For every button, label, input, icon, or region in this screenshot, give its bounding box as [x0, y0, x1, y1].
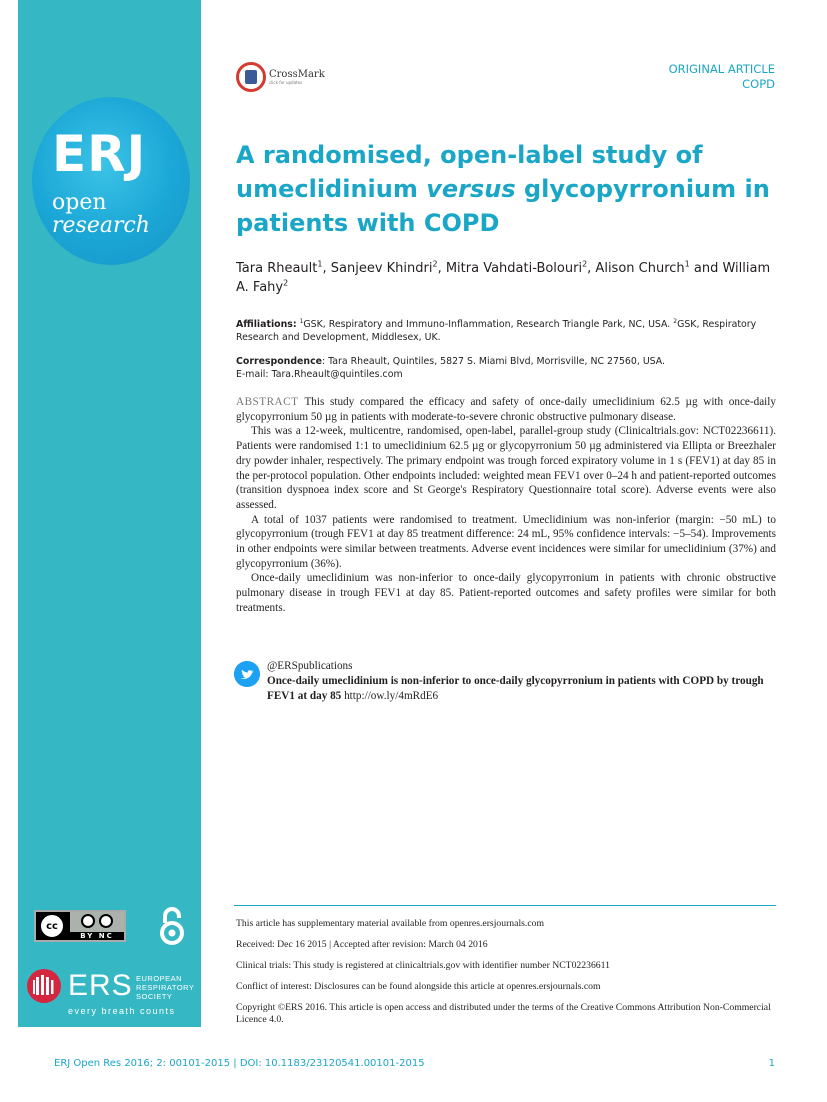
creative-commons-badge[interactable] [34, 910, 126, 942]
crossmark-subtitle: click for updates [269, 79, 303, 85]
abstract [236, 395, 776, 616]
ers-society-name: EUROPEAN RESPIRATORY SOCIETY [136, 974, 195, 1001]
crossmark-badge[interactable] [236, 62, 325, 92]
author-list: Tara Rheault$^1$, Sanjeev Khindri$^2$, Mitra Vahdati-Bolouri$^2$, Alison Church$^1$ and William A. Fahy$^2$ [236, 259, 771, 295]
erj-open-research-logo [32, 97, 190, 265]
article-type-label: ORIGINAL ARTICLE [668, 62, 775, 76]
ers-lungs-icon [26, 968, 62, 1004]
abstract-paragraph: Once-daily umeclidinium was non-inferior to once-daily glycopyrronium in patients with chronic obstructive pulmonary disease in trough FEV1 at day 85. Patient-reported outcomes and safety profiles were similar for both treatments. [236, 572, 776, 614]
cc-license-label: BY NC [70, 932, 124, 940]
correspondence: Correspondence: Tara Rheault, Quintiles, 5827 S. Miami Blvd, Morrisville, NC 27560, USA. E-mail: Tara.Rheault@quintiles.com [236, 355, 781, 381]
ers-tagline: every breath counts [68, 1006, 176, 1016]
citation-footer: ERJ Open Res 2016; 2: 00101-2015 | DOI: 10.1183/23120541.00101-2015 [54, 1058, 425, 1069]
tweet-text: Once-daily umeclidinium is non-inferior to once-daily glycopyrronium in patients with COPD by trough FEV1 at day 85 http://ow.ly/4mRdE6 [267, 675, 764, 702]
supplementary-note: This article has supplementary material available from openres.ersjournals.com [236, 918, 545, 929]
logo-open-text: open [52, 190, 107, 215]
ers-logo-text: ERS [68, 969, 133, 1002]
tweet-link[interactable]: http://ow.ly/4mRdE6 [344, 689, 439, 702]
nc-icon [99, 914, 113, 928]
tweet-handle[interactable]: @ERSpublications [267, 660, 353, 672]
article-category: COPD [742, 77, 775, 91]
crossmark-title: CrossMark [269, 68, 325, 80]
clinical-trials-note: Clinical trials: This study is registered at clinicaltrials.gov with identifier number NCT02236611 [236, 960, 610, 971]
article-title: A randomised, open-label study of umeclidinium versus glycopyrronium in patients with COPD [236, 141, 770, 237]
twitter-icon[interactable] [234, 661, 260, 687]
open-access-icon [159, 907, 185, 945]
abstract-heading: ABSTRACT [236, 396, 299, 408]
article-type [669, 62, 775, 92]
affiliations: Affiliations: $^1$GSK, Respiratory and Immuno-Inflammation, Research Triangle Park, NC, USA. $^2$GSK, Respiratory Research and Development, Middlesex, UK. [236, 317, 757, 343]
logo-research-text: research [52, 213, 150, 238]
abstract-paragraph: ABSTRACT This study compared the efficacy and safety of once-daily umeclidinium 62.5 µg with once-daily glycopyrronium 50 µg in patients with moderate-to-severe chronic obstructive pulmonary disease. [236, 396, 776, 423]
received-dates: Received: Dec 16 2015 | Accepted after revision: March 04 2016 [236, 939, 488, 950]
logo-erj-text: ERJ [52, 125, 147, 183]
cc-icon: cc [38, 912, 66, 940]
conflict-note: Conflict of interest: Disclosures can be found alongside this article at openres.ersjournals.com [236, 981, 601, 992]
notes-divider [234, 905, 776, 906]
page-number: 1 [768, 1058, 775, 1069]
crossmark-icon [236, 62, 266, 92]
by-icon [81, 914, 95, 928]
abstract-paragraph: This was a 12-week, multicentre, randomised, open-label, parallel-group study (Clinicaltrials.gov: NCT02236611). Patients were randomised 1:1 to umeclidinium 62.5 µg or glycopyrronium 50 µg administered via Ellipta or Breezhaler dry powder inhaler, respectively. The primary endpoint was trough forced expiratory volume in 1 s (FEV1) at day 85 in the per-protocol population. Other endpoints included: weighted mean FEV1 over 0–24 h and patient-reported outcomes (transition dyspnoea index score and St George's Respiratory Questionnaire total score). Adverse events were also assessed. [236, 425, 776, 511]
journal-sidebar [18, 0, 201, 1027]
abstract-paragraph: A total of 1037 patients were randomised to treatment. Umeclidinium was non-inferior (margin: −50 mL) to glycopyrronium (trough FEV1 at day 85 treatment difference: 24 mL, 95% confidence intervals: −5–54). Improvements in other endpoints were similar between treatments. Adverse event incidences were similar for umeclidinium (37%) and glycopyrronium (36%). [236, 513, 776, 570]
article-notes [236, 918, 778, 1035]
correspondence-email[interactable]: E-mail: Tara.Rheault@quintiles.com [236, 369, 403, 380]
copyright-note: Copyright ©ERS 2016. This article is open access and distributed under the terms of the Creative Commons Attribution Non-Commercial Licence 4.0. [236, 1002, 771, 1025]
